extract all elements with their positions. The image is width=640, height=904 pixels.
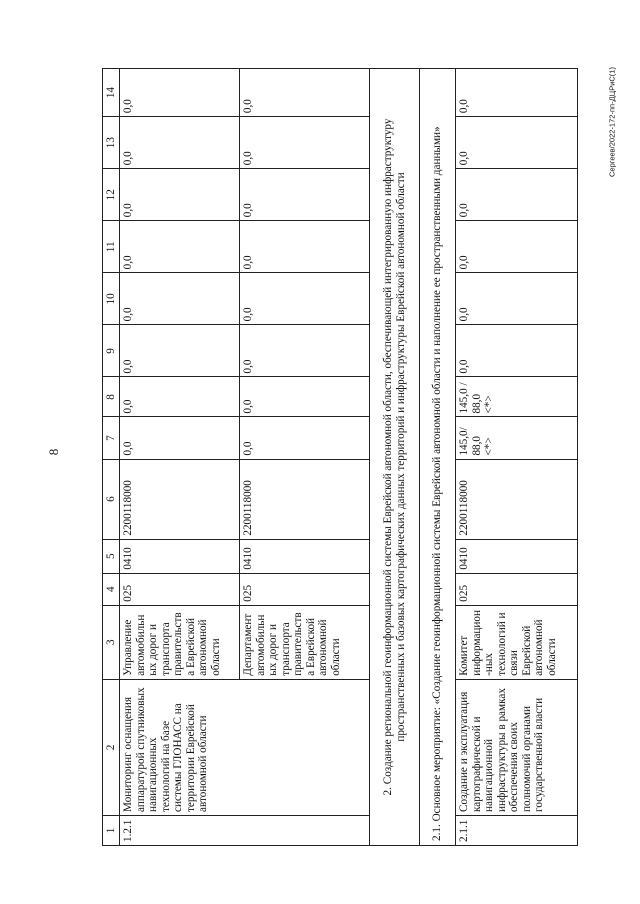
table-cell: 0410 xyxy=(240,539,370,573)
header-cell: 12 xyxy=(103,169,120,221)
table-cell: 0410 xyxy=(456,539,578,573)
header-row xyxy=(103,69,120,846)
table-cell: 0,0 xyxy=(456,117,578,169)
page-number: 8 xyxy=(46,448,61,456)
table-cell: 0,0 xyxy=(456,169,578,221)
header-cell: 8 xyxy=(103,377,120,417)
table-cell: 0,0 xyxy=(240,69,370,117)
table-cell: 2200118000 xyxy=(456,459,578,539)
section-title: 2. Создание региональной геоинформационной системы Еврейской автономной области, обеспечивающей интегрированную инфраструктуру пространственных и базовых картографических данных территорий и инфраструктуры Еврейской автономной области xyxy=(370,69,420,846)
header-cell: 2 xyxy=(103,679,120,815)
measure-name: Создание и эксплуатация картографической и навигационной инфраструктуры в рамках обеспечения своих полномочий органами государственной власти xyxy=(456,679,578,815)
header-cell: 1 xyxy=(103,815,120,845)
table-row xyxy=(120,69,240,846)
header-cell: 5 xyxy=(103,539,120,573)
table-cell: 0,0 xyxy=(120,325,240,377)
header-cell: 7 xyxy=(103,417,120,459)
header-cell: 11 xyxy=(103,221,120,273)
table-cell: 0,0 xyxy=(456,69,578,117)
table-cell: 0,0 xyxy=(240,117,370,169)
table-cell: 0,0 xyxy=(456,273,578,325)
table-cell: 0,0 xyxy=(240,377,370,417)
table-cell: 2200118000 xyxy=(240,459,370,539)
table-cell: 0,0 xyxy=(240,273,370,325)
row-number: 2.1.1 xyxy=(456,815,578,845)
table-cell: 0,0 xyxy=(120,273,240,325)
table-cell: 025 xyxy=(240,573,370,605)
table-cell: 0,0 xyxy=(240,325,370,377)
row-number: 1.2.1 xyxy=(120,815,370,845)
budget-table xyxy=(102,68,578,846)
executor-cell: Комитет информацион-ных технологий и связи Еврейской автономной области xyxy=(456,605,578,679)
document-footer: Сергеев/2022-172-пп-ДЦРиС(1) xyxy=(607,67,617,177)
table-cell: 145,0 / 88,0 <*> xyxy=(456,377,578,417)
measure-name: Мониторинг оснащения аппаратурой спутниковых навигационных технологий на базе системы ГЛОНАСС на территории Еврейской автономной области xyxy=(120,679,370,815)
section-row xyxy=(370,69,420,846)
header-cell: 10 xyxy=(103,273,120,325)
header-cell: 3 xyxy=(103,605,120,679)
executor-cell: Департамент автомобильных дорог и транспорта правительства Еврейской автономной области xyxy=(240,605,370,679)
table-cell: 0,0 xyxy=(240,417,370,459)
table-cell: 0,0 xyxy=(240,221,370,273)
table-cell: 0,0 xyxy=(120,117,240,169)
header-cell: 14 xyxy=(103,69,120,117)
header-cell: 4 xyxy=(103,573,120,605)
table-cell: 025 xyxy=(120,573,240,605)
table-cell: 0,0 xyxy=(120,69,240,117)
table-cell: 145,0/ 88,0 <*> xyxy=(456,417,578,459)
table-cell: 0,0 xyxy=(456,221,578,273)
executor-cell: Управление автомобильных дорог и транспорта правительства Еврейской автономной области xyxy=(120,605,240,679)
table-cell: 025 xyxy=(456,573,578,605)
subsection-row xyxy=(420,69,456,846)
header-cell: 6 xyxy=(103,459,120,539)
table-cell: 0,0 xyxy=(120,169,240,221)
table-cell: 0,0 xyxy=(456,325,578,377)
table-cell: 0,0 xyxy=(120,417,240,459)
table-row xyxy=(456,69,578,846)
table-cell: 0,0 xyxy=(120,221,240,273)
table-cell: 2200118000 xyxy=(120,459,240,539)
header-cell: 13 xyxy=(103,117,120,169)
table-cell: 0,0 xyxy=(240,169,370,221)
table-cell: 0,0 xyxy=(120,377,240,417)
rotated-table-container xyxy=(102,68,578,846)
subsection-title: 2.1. Основное мероприятие: «Создание геоинформационной системы Еврейской автономной области и наполнение ее пространственными данными» xyxy=(420,69,456,846)
header-cell: 9 xyxy=(103,325,120,377)
table-cell: 0410 xyxy=(120,539,240,573)
